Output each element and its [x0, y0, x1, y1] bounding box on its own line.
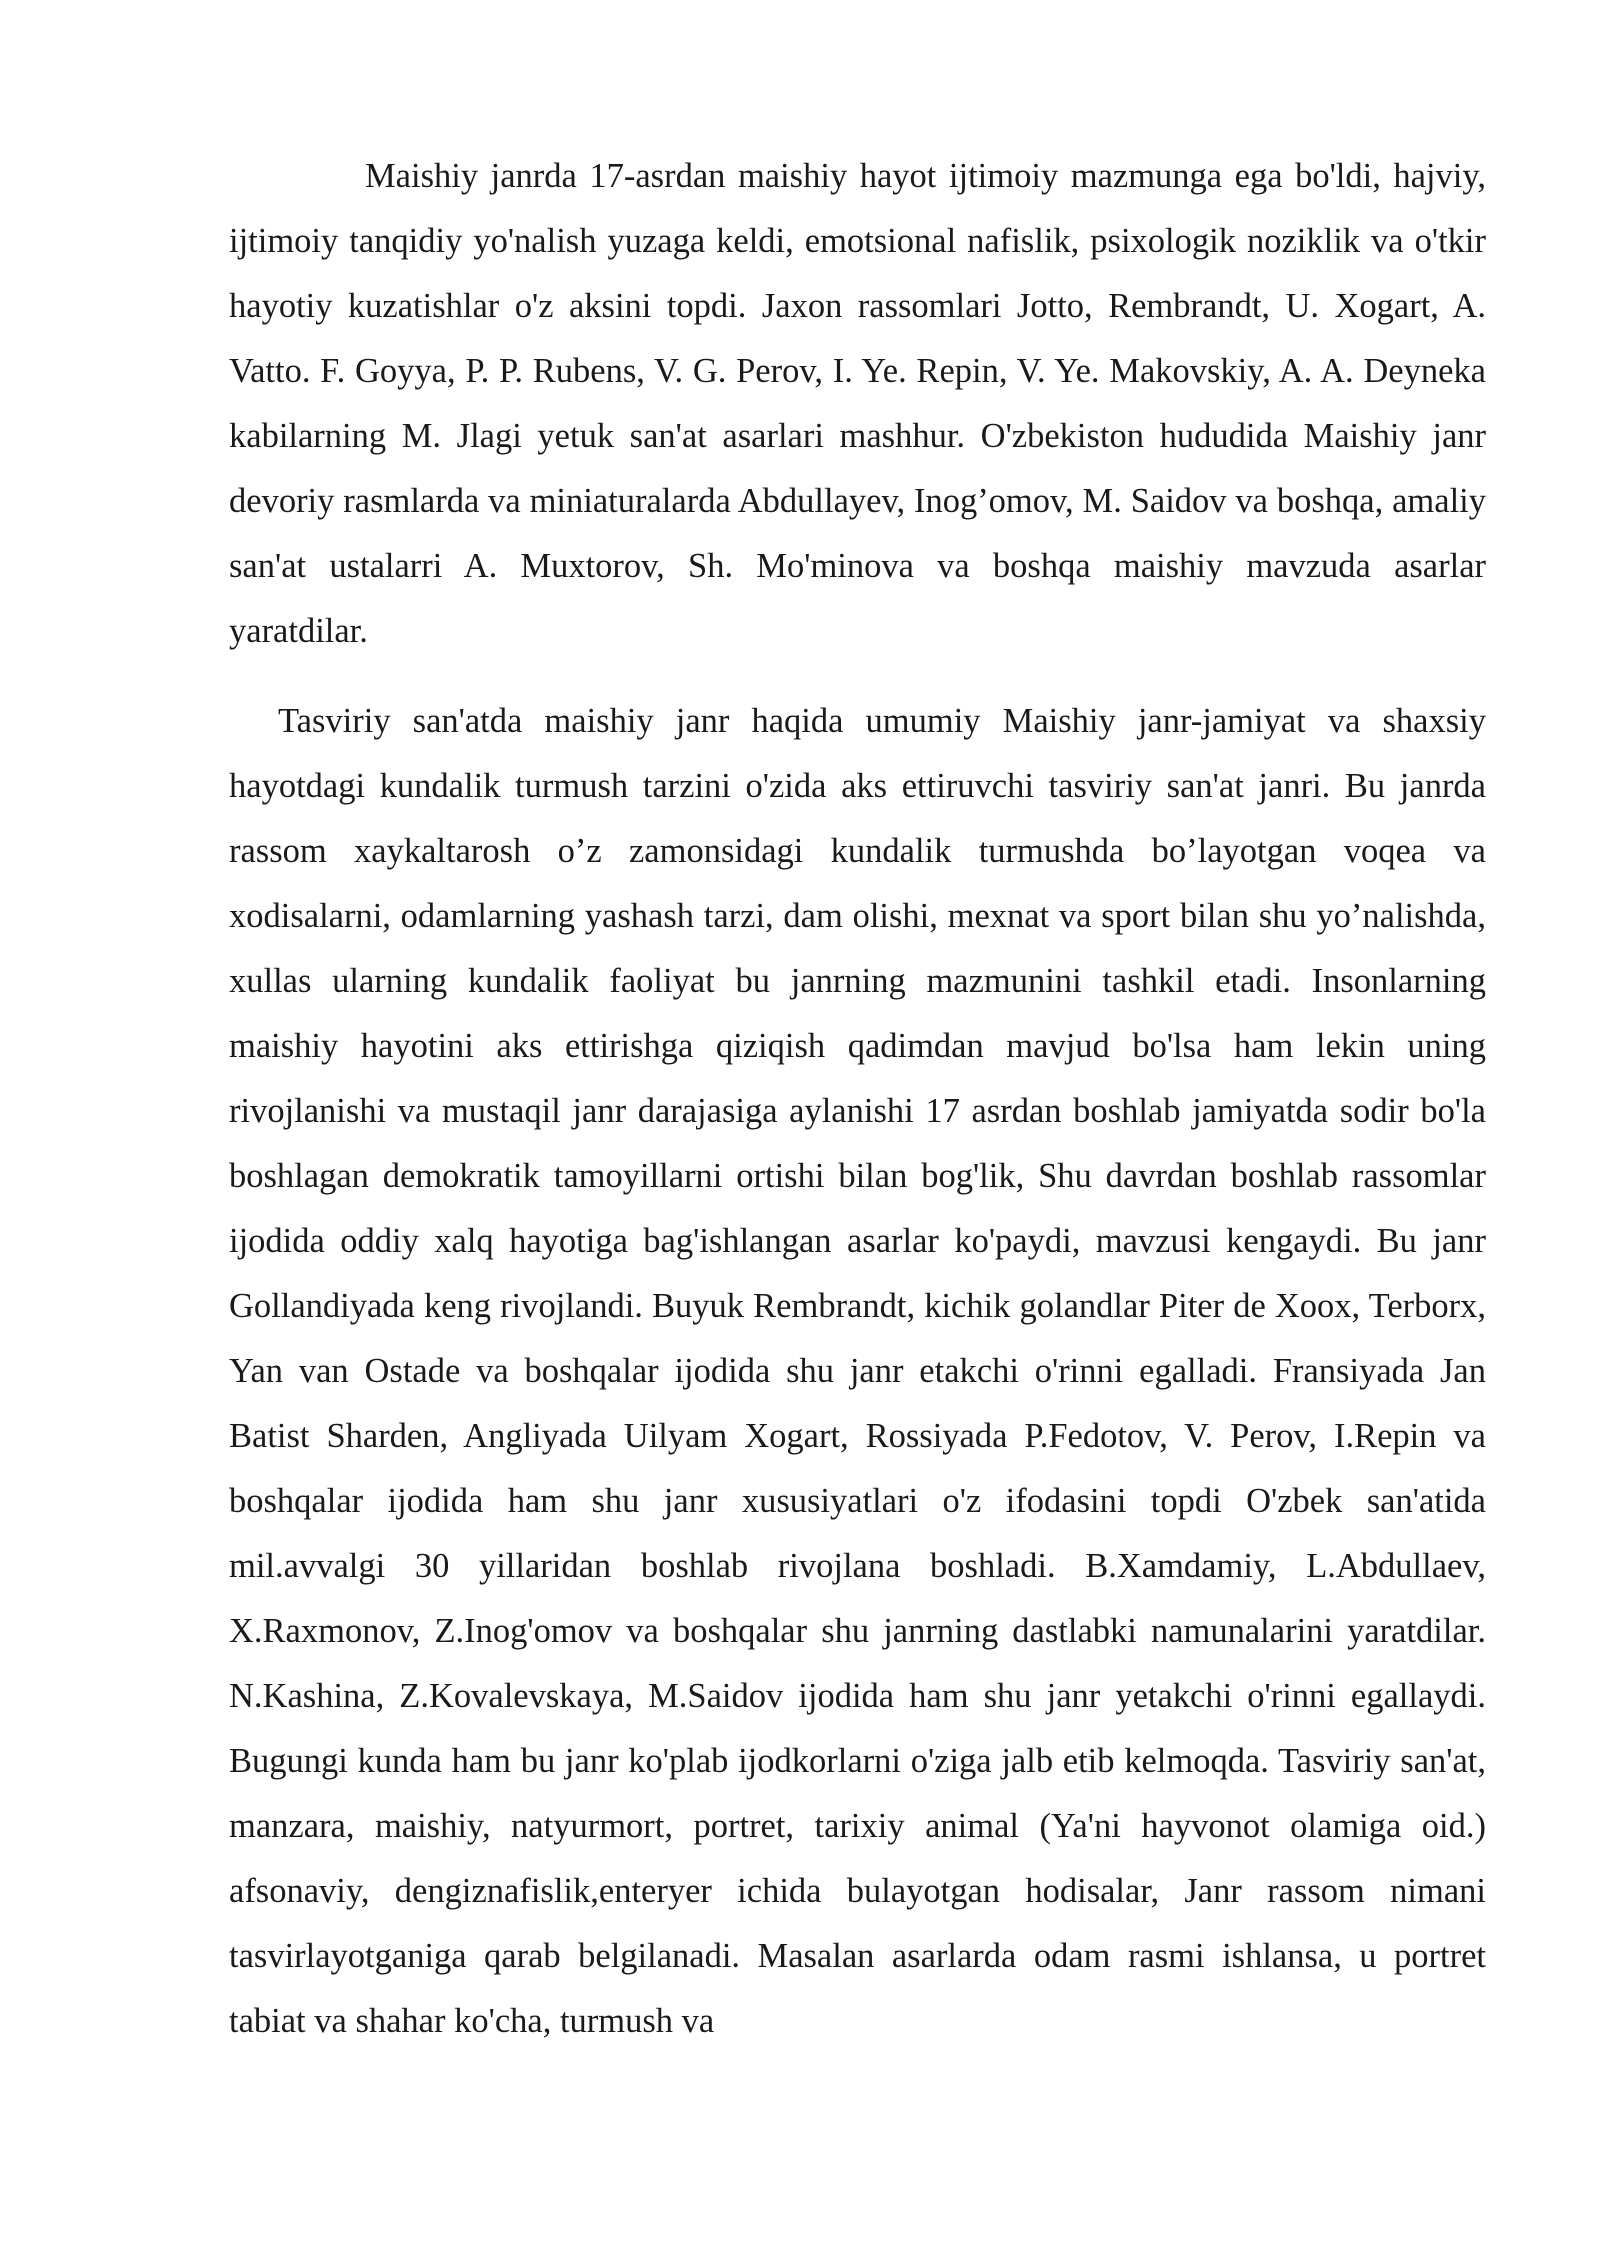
paragraph-2-text: Tasviriy san'atda maishiy janr haqida umumiy Maishiy janr-jamiyat va shaxsiy hayotdagi kundalik turmush tarzini o'zida aks ettiruvchi tasviriy san'at janri. Bu janrda rassom xaykaltarosh o’z zamonsidagi kundalik turmushda bo’layotgan voqea va xodisalarni, odamlarning yashash tarzi, dam olishi, mexnat va sport bilan shu yo’nalishda, xullas ularning kundalik faoliyat bu janrning mazmunini tashkil etadi. Insonlarning maishiy hayotini aks ettirishga qiziqish qadimdan mavjud bo'lsa ham lekin uning rivojlanishi va mustaqil janr darajasiga aylanishi 17 asrdan boshlab jamiyatda sodir bo'la boshlagan demokratik tamoyillarni ortishi bilan bog'lik, Shu davrdan boshlab rassomlar ijodida oddiy xalq hayotiga bag'ishlangan asarlar ko'paydi, mavzusi kengaydi. Bu janr Gollandiyada keng rivojlandi. Buyuk Rembrandt, kichik golandlar Piter de Xoox, Terborx, Yan van Ostade va boshqalar ijodida shu janr etakchi o'rinni egalladi. Fransiyada Jan Batist Sharden, Angliyada Uilyam Xogart, Rossiyada P.Fedotov, V. Perov, I.Repin va boshqalar ijodida ham shu janr xususiyatlari o'z ifodasini topdi O'zbek san'atida mil.avvalgi 30 yillaridan boshlab rivojlana boshladi. B.Xamdamiy, L.Abdullaev, X.Raxmonov, Z.Inog'omov va boshqalar shu janrning dastlabki namunalarini yaratdilar. N.Kashina, Z.Kovalevskaya, M.Saidov ijodida ham shu janr yetakchi o'rinni egallaydi. Bugungi kunda ham bu janr ko'plab ijodkorlarni o'ziga jalb etib kelmoqda. Tasviriy san'at, manzara, maishiy, natyurmort, portret, tarixiy animal (Ya'ni hayvonot olamiga oid.) afsonaviy, dengiznafislik,enteryer ichida bulayotgan hodisalar, Janr rassom nimani tasvirlayotganiga qarab belgilanadi. Masalan asarlarda odam rasmi ishlansa, u portret tabiat va shahar ko'cha, turmush va	[229, 702, 1486, 2040]
paragraph-1	[229, 144, 1486, 664]
paragraph-2	[229, 689, 1486, 2054]
paragraph-1-text: Maishiy janrda 17-asrdan maishiy hayot ijtimoiy mazmunga ega bo'ldi, hajviy, ijtimoiy tanqidiy yo'nalish yuzaga keldi, emotsional nafislik, psixologik noziklik va o'tkir hayotiy kuzatishlar o'z aksini topdi. Jaxon rassomlari Jotto, Rembrandt, U. Xogart, A. Vatto. F. Goyya, P. P. Rubens, V. G. Perov, I. Ye. Repin, V. Ye. Makovskiy, A. A. Deyneka kabilarning M. Jlagi yetuk san'at asarlari mashhur. O'zbekiston hududida Maishiy janr devoriy rasmlarda va miniaturalarda Abdullayev, Inog’omov, M. Saidov va boshqa, amaliy san'at ustalarri A. Muxtorov, Sh. Mo'minova va boshqa maishiy mavzuda asarlar yaratdilar.	[229, 157, 1486, 650]
